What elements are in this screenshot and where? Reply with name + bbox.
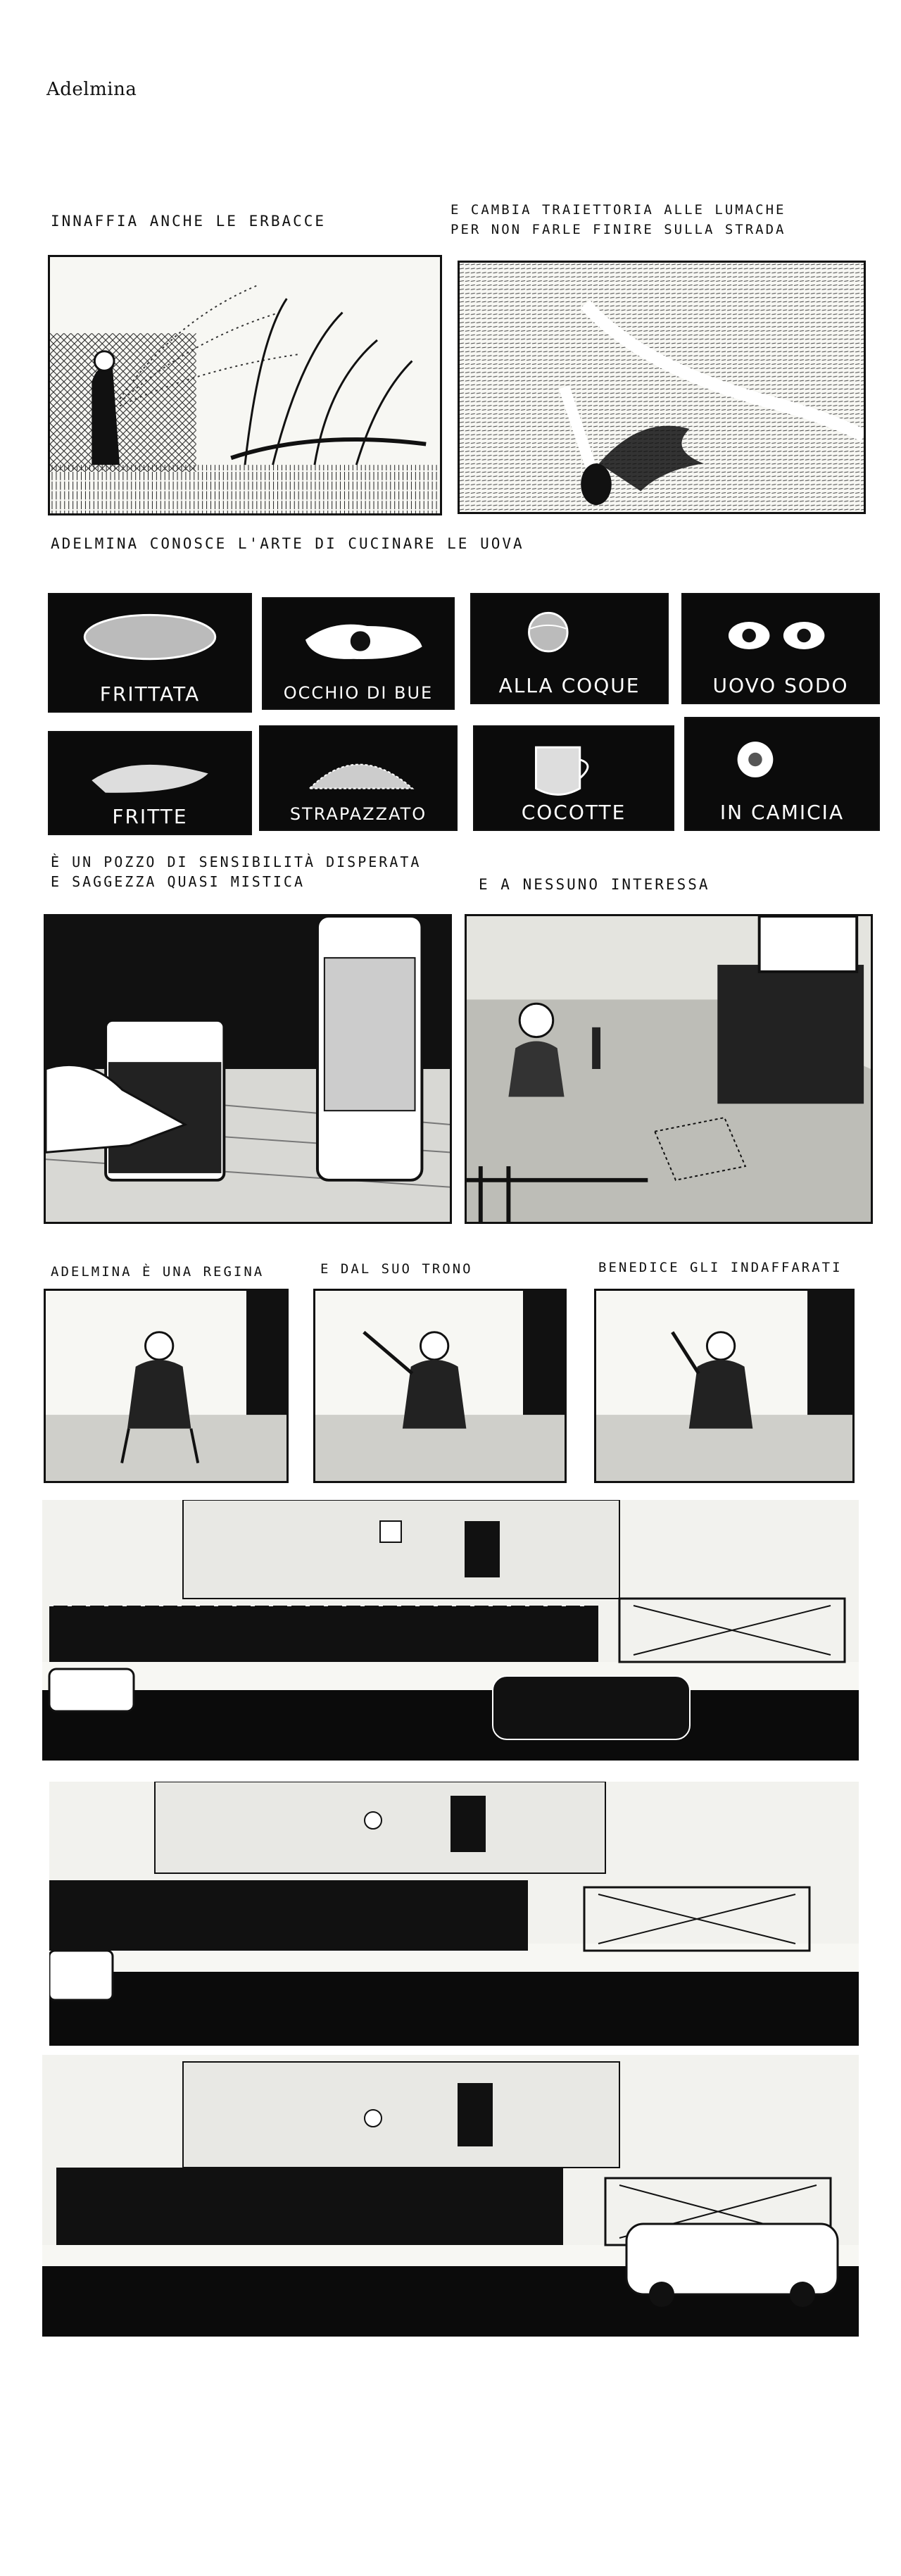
egg-label: FRITTATA	[99, 682, 201, 706]
egg-label: ALLA COQUE	[498, 674, 641, 697]
egg-label: FRITTE	[112, 805, 188, 828]
egg-label: OCCHIO DI BUE	[283, 683, 434, 703]
panel-queen-seated	[44, 1289, 289, 1483]
panel-snail-road	[458, 261, 866, 514]
egg-card-occhio-di-bue	[262, 597, 455, 710]
caption-queen: ADELMINA È UNA REGINA	[51, 1264, 265, 1280]
egg-card-frittata	[48, 593, 252, 713]
egg-card-cocotte	[473, 725, 674, 831]
egg-label: UOVO SODO	[712, 674, 849, 697]
panel-queen-blessing	[594, 1289, 855, 1483]
caption-throne: E DAL SUO TRONO	[320, 1261, 473, 1277]
egg-card-uovo-sodo	[681, 593, 880, 704]
egg-card-strapazzato	[259, 725, 458, 831]
panel-watering	[48, 255, 442, 515]
caption-sensitivity: È UN POZZO DI SENSIBILITÀ DISPERATA E SAGGEZZA QUASI MISTICA	[51, 854, 422, 890]
page-title: Adelmina	[46, 79, 137, 100]
egg-label: STRAPAZZATO	[289, 804, 427, 824]
caption-blesses: BENEDICE GLI INDAFFARATI	[598, 1260, 843, 1275]
egg-card-alla-coque	[470, 593, 669, 704]
caption-weeds: INNAFFIA ANCHE LE ERBACCE	[51, 213, 327, 230]
egg-label: IN CAMICIA	[719, 801, 845, 824]
caption-snails: E CAMBIA TRAIETTORIA ALLE LUMACHE PER NON FARLE FINIRE SULLA STRADA	[450, 202, 786, 237]
panel-street-2	[49, 1782, 859, 2046]
egg-label: COCOTTE	[521, 801, 626, 824]
panel-glass-bottle	[44, 914, 452, 1224]
panel-street-3	[42, 2055, 859, 2337]
egg-card-fritte	[48, 731, 252, 835]
panel-street-1	[42, 1500, 859, 1761]
panel-table	[465, 914, 873, 1224]
caption-nobody-cares: E A NESSUNO INTERESSA	[479, 876, 710, 893]
caption-eggs: ADELMINA CONOSCE L'ARTE DI CUCINARE LE UOVA	[51, 535, 524, 552]
panel-queen-waving	[313, 1289, 567, 1483]
egg-card-in-camicia	[684, 717, 880, 831]
